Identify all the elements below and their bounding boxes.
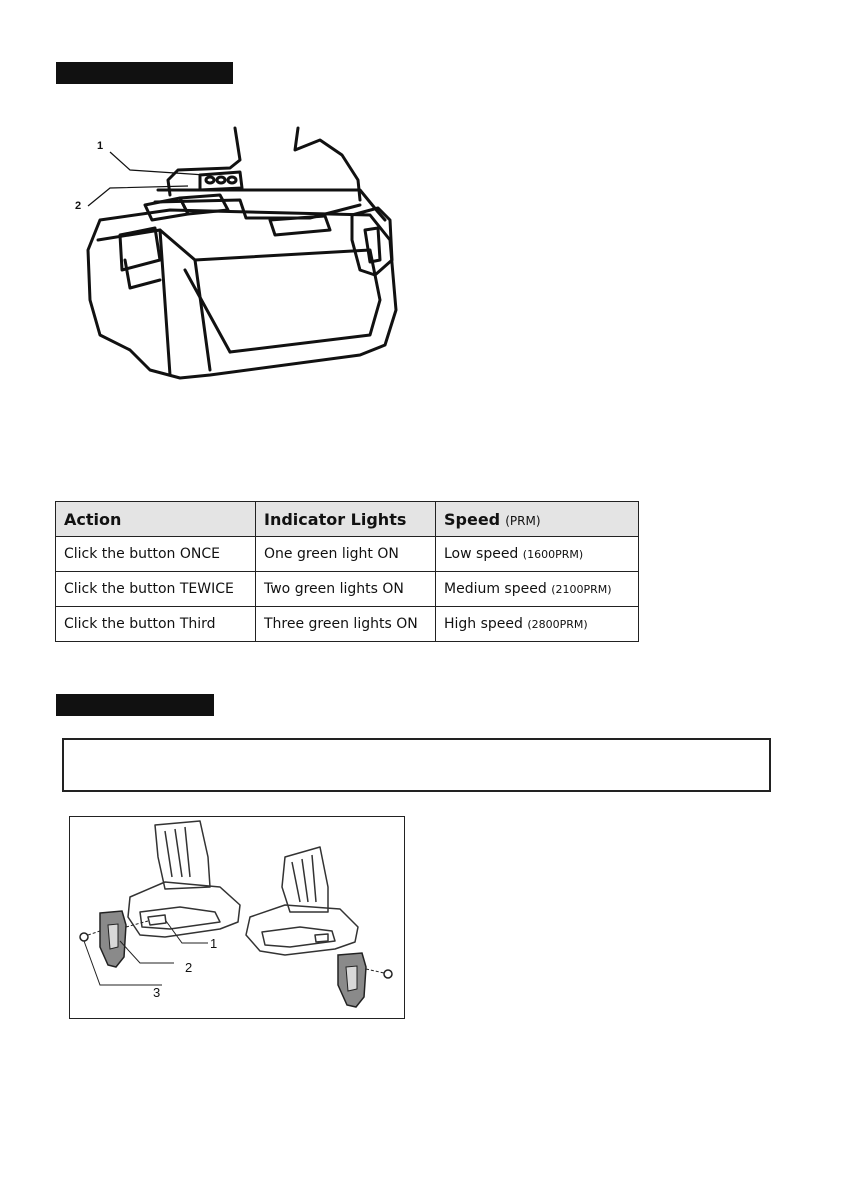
table-row <box>56 572 639 607</box>
cell-speed: High speed (2800PRM) <box>436 607 639 642</box>
callout-2: 2 <box>185 960 193 975</box>
cell-speed: Low speed (1600PRM) <box>436 537 639 572</box>
cell-lights: Three green lights ON <box>256 607 436 642</box>
header-indicator-lights: Indicator Lights <box>256 502 436 537</box>
callout-2: 2 <box>75 200 82 212</box>
header-speed: Speed (PRM) <box>436 502 639 537</box>
belt-hook-installation-illustration <box>70 817 404 1018</box>
cell-action: Click the button Third <box>56 607 256 642</box>
cell-lights: One green light ON <box>256 537 436 572</box>
table-header-row <box>56 502 639 537</box>
note-box <box>62 738 771 792</box>
table-row <box>56 607 639 642</box>
section-heading-bar <box>56 694 214 716</box>
callout-3: 3 <box>153 985 161 1000</box>
callout-1: 1 <box>97 140 104 152</box>
cell-action: Click the button ONCE <box>56 537 256 572</box>
section-heading-bar <box>56 62 233 84</box>
callout-1: 1 <box>210 936 218 951</box>
table-row <box>56 537 639 572</box>
cell-action: Click the button TEWICE <box>56 572 256 607</box>
cell-speed: Medium speed (2100PRM) <box>436 572 639 607</box>
cell-lights: Two green lights ON <box>256 572 436 607</box>
header-action: Action <box>56 502 256 537</box>
tool-battery-illustration <box>60 120 420 390</box>
speed-settings-table <box>55 501 639 642</box>
